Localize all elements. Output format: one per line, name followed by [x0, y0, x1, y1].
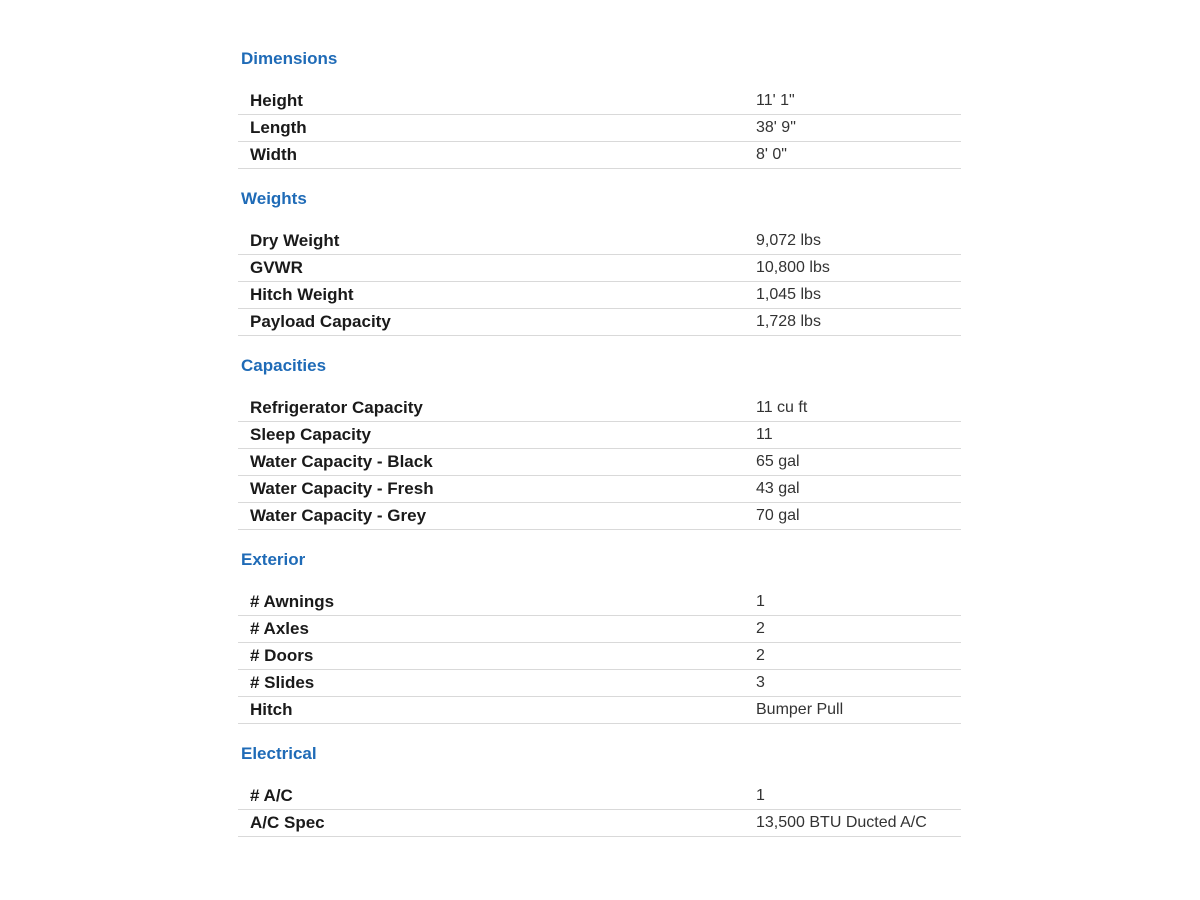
spec-table [238, 783, 961, 837]
spec-row [238, 449, 961, 476]
spec-value: Bumper Pull [756, 701, 844, 718]
spec-label: Water Capacity - Grey [250, 506, 427, 525]
spec-label: # A/C [250, 786, 293, 805]
spec-value: 65 gal [756, 453, 800, 470]
spec-row [238, 616, 961, 643]
section-title: Capacities [241, 356, 327, 375]
spec-label: Sleep Capacity [250, 425, 371, 444]
spec-value: 3 [756, 674, 765, 691]
spec-table [238, 589, 961, 724]
spec-label: # Axles [250, 619, 309, 638]
spec-value: 1 [756, 593, 765, 610]
spec-row [238, 255, 961, 282]
spec-row [238, 783, 961, 810]
spec-label: # Slides [250, 673, 315, 692]
spec-table [238, 228, 961, 336]
spec-label: Height [250, 91, 303, 110]
spec-value: 11 cu ft [756, 399, 808, 416]
spec-label: Dry Weight [250, 231, 340, 250]
spec-row [238, 282, 961, 309]
spec-row [238, 670, 961, 697]
spec-value: 70 gal [756, 507, 800, 524]
spec-row [238, 697, 961, 724]
spec-value: 11' 1" [756, 92, 795, 109]
spec-label: Width [250, 145, 298, 164]
spec-row [238, 503, 961, 530]
section-exterior [238, 547, 961, 724]
spec-value: 1 [756, 787, 765, 804]
section-weights [238, 186, 961, 336]
spec-value: 13,500 BTU Ducted A/C [756, 814, 927, 831]
spec-row [238, 810, 961, 837]
spec-row [238, 395, 961, 422]
spec-table [238, 88, 961, 169]
spec-label: Water Capacity - Black [250, 452, 433, 471]
spec-label: # Doors [250, 646, 314, 665]
spec-value: 1,045 lbs [756, 286, 821, 303]
spec-value: 8' 0" [756, 146, 787, 163]
spec-row [238, 228, 961, 255]
section-title: Exterior [241, 550, 306, 569]
section-capacities [238, 353, 961, 530]
spec-label: Length [250, 118, 307, 137]
section-dimensions [238, 46, 961, 169]
spec-row [238, 115, 961, 142]
spec-row [238, 476, 961, 503]
spec-row [238, 142, 961, 169]
spec-label: A/C Spec [250, 813, 325, 832]
spec-table [238, 395, 961, 530]
spec-value: 2 [756, 620, 765, 637]
spec-value: 1,728 lbs [756, 313, 821, 330]
spec-row [238, 309, 961, 336]
section-title: Electrical [241, 744, 317, 763]
section-title: Dimensions [241, 49, 338, 68]
spec-row [238, 422, 961, 449]
spec-row [238, 589, 961, 616]
spec-sheet [238, 46, 961, 854]
spec-value: 2 [756, 647, 765, 664]
spec-row [238, 643, 961, 670]
spec-label: Hitch Weight [250, 285, 354, 304]
spec-label: # Awnings [250, 592, 335, 611]
section-electrical [238, 741, 961, 837]
spec-value: 9,072 lbs [756, 232, 821, 249]
spec-label: Refrigerator Capacity [250, 398, 423, 417]
spec-label: Water Capacity - Fresh [250, 479, 434, 498]
spec-value: 10,800 lbs [756, 259, 830, 276]
spec-row [238, 88, 961, 115]
spec-label: Payload Capacity [250, 312, 391, 331]
spec-value: 11 [756, 426, 773, 443]
spec-label: GVWR [250, 258, 303, 277]
spec-label: Hitch [250, 700, 293, 719]
spec-value: 43 gal [756, 480, 800, 497]
section-title: Weights [241, 189, 307, 208]
spec-value: 38' 9" [756, 119, 796, 136]
